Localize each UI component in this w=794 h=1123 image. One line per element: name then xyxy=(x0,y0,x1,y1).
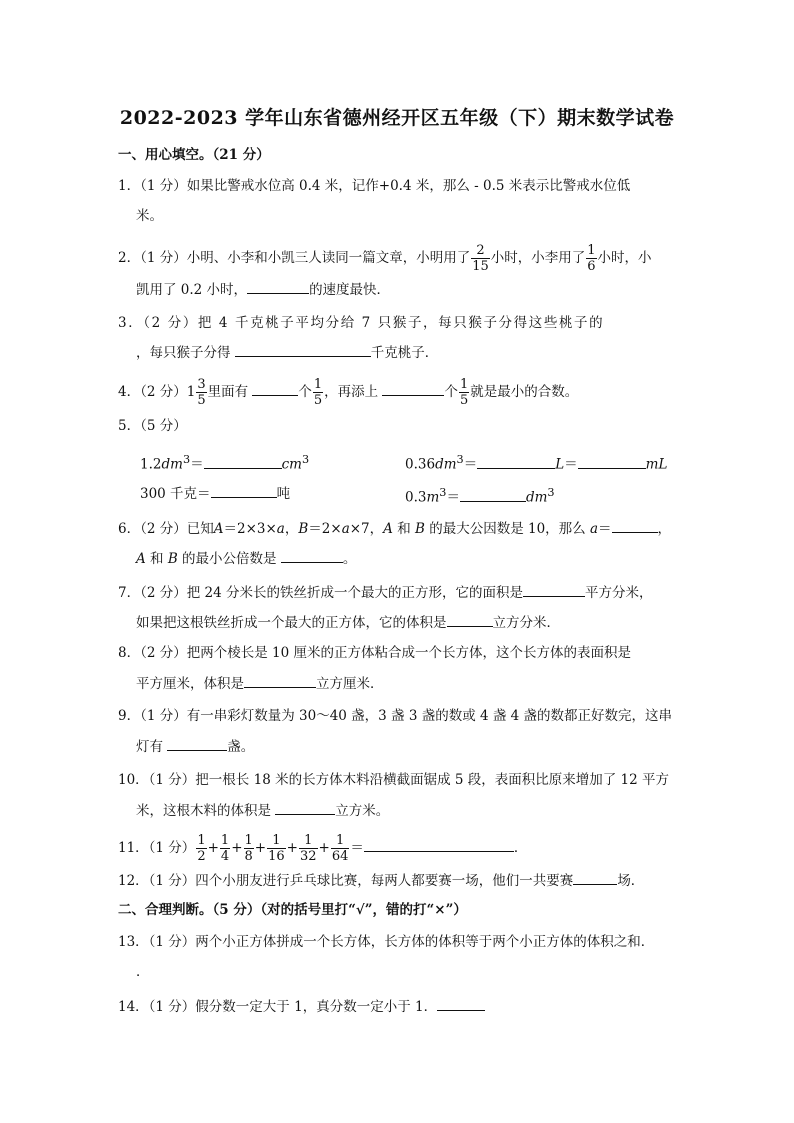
fraction: $\frac{1}{32}$ xyxy=(299,833,317,864)
q9-c: 盏。 xyxy=(227,739,255,755)
q5-row-3 xyxy=(140,483,290,504)
var-A: A xyxy=(383,521,393,537)
q11-end: ． xyxy=(513,840,528,856)
question-3-cont xyxy=(136,342,438,363)
q5-r4-unit2: dm xyxy=(525,489,548,506)
fraction: $\frac{1}{64}$ xyxy=(331,833,349,864)
q9-text: 9．（1 分）有一串彩灯数量为 30～40 盏，3 盏 3 盏的数或 4 盏 4 盏的数都正好数完，这串 xyxy=(118,708,673,724)
plus-sign: + xyxy=(231,840,243,856)
q5-r4-exp2: 3 xyxy=(547,486,555,499)
q8-c: 立方厘米． xyxy=(316,676,384,692)
answer-blank[interactable] xyxy=(460,487,526,502)
q8-b: 平方厘米，体积是 xyxy=(136,676,244,692)
q6-c: ， xyxy=(284,521,299,537)
section-2-header: 二、合理判断。（5 分）（对的括号里打“√”，错的打“×”） xyxy=(118,902,467,918)
q4-text: 4．（2 分）1 xyxy=(118,384,196,400)
q10-c: 立方米。 xyxy=(335,803,390,819)
q5-r2-unit3: mL xyxy=(645,456,668,473)
q5-r3-text: 300 千克＝ xyxy=(140,486,211,502)
answer-blank[interactable] xyxy=(523,582,585,597)
fraction-2-15: $\frac{2}{15}$ xyxy=(472,243,489,274)
answer-blank[interactable] xyxy=(211,483,277,498)
answer-blank[interactable] xyxy=(578,454,646,469)
q4-text-e: 个 xyxy=(444,384,458,400)
answer-blank[interactable] xyxy=(612,518,658,533)
question-2 xyxy=(118,243,652,274)
question-10 xyxy=(118,770,669,790)
question-7 xyxy=(118,582,652,603)
q5-r2-eq: ＝ xyxy=(463,456,478,473)
q6-l: 。 xyxy=(342,551,357,567)
question-5 xyxy=(118,416,187,436)
q5-r1-value: 1.2 xyxy=(140,456,162,473)
q4-text-c: 个 xyxy=(298,384,312,400)
plus-sign: + xyxy=(286,840,298,856)
q6-d: ＝2× xyxy=(308,521,342,537)
fraction-1-6: $\frac{1}{6}$ xyxy=(587,243,596,274)
fraction: $\frac{1}{8}$ xyxy=(244,833,253,864)
var-a: a xyxy=(589,521,599,537)
var-A: A xyxy=(136,551,146,567)
q5-r2-value: 0.36 xyxy=(405,456,436,473)
question-10-cont xyxy=(136,800,389,821)
question-7-cont xyxy=(136,612,560,633)
q5-r1-unit2: cm xyxy=(281,456,302,473)
q2-text: 2．（1 分）小明、小李和小凯三人读同一篇文章，小明用了 xyxy=(118,250,471,266)
q3-text: 3．（2 分）把 4 千克桃子平均分给 7 只猴子，每只猴子分得这些桃子的 xyxy=(118,315,605,331)
fraction: $\frac{1}{2}$ xyxy=(197,833,206,864)
var-B: B xyxy=(167,551,178,567)
question-6 xyxy=(118,518,671,539)
q5-row-4 xyxy=(405,483,555,508)
q13-b: ． xyxy=(136,964,150,980)
q7-c: 如果把这根铁丝折成一个最大的正方体，它的体积是 xyxy=(136,615,447,631)
q12-b: 场． xyxy=(617,873,645,889)
question-11 xyxy=(118,833,527,864)
q5-r1-eq: ＝ xyxy=(190,456,204,473)
q6-text: 6．（2 分）已知 xyxy=(118,521,214,537)
q11-fraction-sum xyxy=(195,833,350,864)
answer-blank[interactable] xyxy=(247,279,309,294)
fraction-3-5: $\frac{3}{5}$ xyxy=(197,377,206,408)
q4-text-d: ，再添上 xyxy=(324,384,379,400)
question-13 xyxy=(118,932,654,952)
q2-text-b: 小时，小李用了 xyxy=(490,250,586,266)
q7-text: 7．（2 分）把 24 分米长的铁丝折成一个最大的正方形，它的面积是 xyxy=(118,585,523,601)
q5-row-1 xyxy=(140,450,309,475)
answer-blank[interactable] xyxy=(244,673,316,688)
var-a: a xyxy=(276,521,285,537)
fraction-1-5: $\frac{1}{5}$ xyxy=(313,377,323,408)
q5-r4-unit: m xyxy=(426,489,440,506)
answer-blank[interactable] xyxy=(167,736,227,751)
answer-blank[interactable] xyxy=(437,996,485,1011)
q5-r2-unit2: L xyxy=(555,456,565,473)
q12-text: 12．（1 分）四个小朋友进行乒乓球比赛，每两人都要赛一场，他们一共要赛 xyxy=(118,873,574,889)
question-9 xyxy=(118,706,672,726)
q11-text: 11．（1 分） xyxy=(118,840,196,856)
q5-header: 5．（5 分） xyxy=(118,418,187,434)
q6-h: ＝ xyxy=(598,521,612,537)
fraction: $\frac{1}{16}$ xyxy=(268,833,285,864)
q2-text-c: 小时，小 xyxy=(597,250,652,266)
q6-j: 和 xyxy=(145,551,168,567)
q5-r3-unit: 吨 xyxy=(276,486,291,502)
q4-text-f: 就是最小的合数。 xyxy=(470,384,579,400)
question-13-cont xyxy=(136,962,150,982)
question-1 xyxy=(118,176,630,196)
section-1-header: 一、用心填空。（21 分） xyxy=(118,147,270,163)
answer-blank[interactable] xyxy=(447,612,493,627)
page-title: 2022-2023 学年山东省德州经开区五年级（下）期末数学试卷 xyxy=(119,107,675,129)
q5-r2-unit: dm xyxy=(435,456,457,473)
question-1-cont xyxy=(136,206,163,226)
question-6-cont xyxy=(136,548,356,569)
question-14 xyxy=(118,996,485,1017)
question-8 xyxy=(118,643,631,663)
q6-i: ， xyxy=(657,521,672,537)
q5-r2-eq2: ＝ xyxy=(564,456,578,473)
q6-g: 的最大公因数是 10，那么 xyxy=(424,521,590,537)
q5-r4-value: 0.3 xyxy=(405,489,427,506)
var-B: B xyxy=(298,521,309,537)
answer-blank[interactable] xyxy=(477,454,555,469)
answer-blank[interactable] xyxy=(204,454,282,469)
question-2-cont xyxy=(136,279,390,300)
q3-text-c: 千克桃子． xyxy=(370,345,439,361)
q2-text-e: 的速度最快． xyxy=(309,282,391,298)
q6-k: 的最小公倍数是 xyxy=(177,551,277,567)
var-B: B xyxy=(415,521,425,537)
var-A: A xyxy=(213,521,224,537)
plus-sign: + xyxy=(254,840,267,856)
q6-f: 和 xyxy=(392,521,415,537)
q11-eq: ＝ xyxy=(350,840,364,856)
q5-r1-exp2: 3 xyxy=(301,453,310,466)
answer-blank[interactable] xyxy=(235,342,371,357)
q1-text: 1．（1 分）如果比警戒水位高 0.4 米，记作+0.4 米，那么 - 0.5 米表示比警戒水位低 xyxy=(118,178,631,194)
q10-text: 10．（1 分）把一根长 18 米的长方体木料沿横截面锯成 5 段，表面积比原来增加了 12 平方 xyxy=(118,772,670,788)
answer-blank[interactable] xyxy=(364,837,514,852)
answer-blank[interactable] xyxy=(573,870,617,885)
answer-blank[interactable] xyxy=(382,381,444,396)
question-12 xyxy=(118,870,644,891)
plus-sign: + xyxy=(207,840,219,856)
q5-r4-exp: 3 xyxy=(439,486,447,499)
q5-r1-exp: 3 xyxy=(182,453,191,466)
q4-text-b: 里面有 xyxy=(207,384,249,400)
q14-text: 14．（1 分）假分数一定大于 1，真分数一定小于 1． xyxy=(118,999,438,1015)
q7-b: 平方分米， xyxy=(584,585,653,601)
q13-text: 13．（1 分）两个小正方体拼成一个长方体，长方体的体积等于两个小正方体的体积之和． xyxy=(118,934,655,950)
plus-sign: + xyxy=(318,840,330,856)
q2-text-d: 凯用了 0.2 小时， xyxy=(136,282,248,298)
answer-blank[interactable] xyxy=(281,548,343,563)
q9-b: 灯有 xyxy=(136,739,163,755)
question-9-cont xyxy=(136,736,254,757)
answer-blank[interactable] xyxy=(252,381,298,396)
q8-text: 8．（2 分）把两个棱长是 10 厘米的正方体粘合成一个长方体，这个长方体的表面积是 xyxy=(118,645,631,661)
fraction-1-5b: $\frac{1}{5}$ xyxy=(459,377,469,408)
answer-blank[interactable] xyxy=(275,800,335,815)
q6-b: ＝2×3× xyxy=(223,521,277,537)
q10-b: 米，这根木料的体积是 xyxy=(136,803,271,819)
q7-d: 立方分米． xyxy=(492,615,560,631)
q1-text-cont: 米。 xyxy=(136,208,163,224)
q5-r2-exp: 3 xyxy=(456,453,464,466)
question-3 xyxy=(118,313,604,333)
q5-row-2 xyxy=(405,450,667,475)
fraction: $\frac{1}{4}$ xyxy=(220,833,230,864)
q6-e: ×7， xyxy=(349,521,384,537)
q5-r4-eq: ＝ xyxy=(446,489,460,506)
question-8-cont xyxy=(136,673,384,694)
q3-text-b: ，每只猴子分得 xyxy=(136,345,231,361)
var-a: a xyxy=(341,521,350,537)
question-4 xyxy=(118,377,578,408)
q5-r1-unit: dm xyxy=(161,456,183,473)
